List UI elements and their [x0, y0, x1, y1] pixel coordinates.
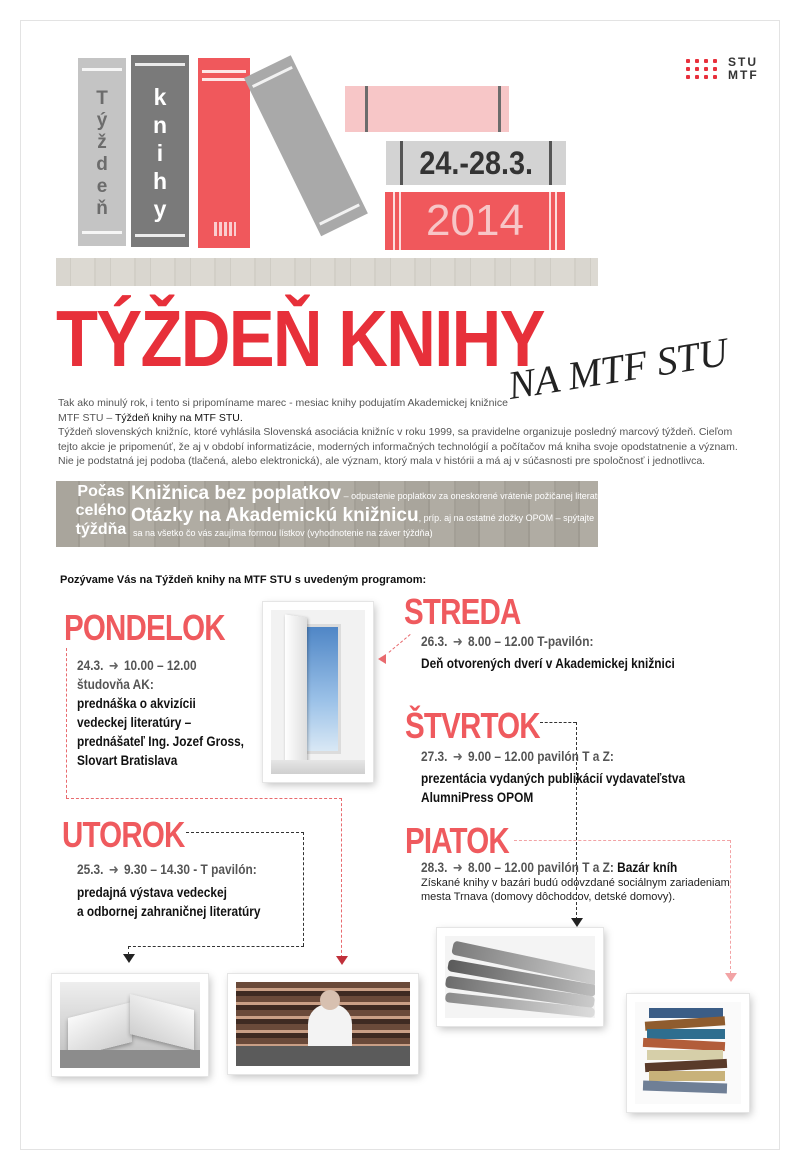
- photo-lecture-hall: [228, 974, 418, 1074]
- date-range-book: [386, 141, 566, 185]
- day-heading-thursday: ŠTVRTOK: [405, 705, 540, 746]
- promo-item-1: Knižnica bez poplatkov – odpustenie poplatkov za oneskorené vrátenie požičanej literatúry: [131, 483, 610, 504]
- connector-tuesday-v: [303, 832, 304, 946]
- logo-dots-icon: [686, 59, 722, 79]
- connector-thursday-h: [540, 722, 576, 723]
- photo-open-book: [52, 974, 208, 1076]
- connector-tuesday-v2: [128, 946, 129, 955]
- friday-note: Získané knihy v bazári budú odovzdané sociálnym zariadeniam mesta Trnava (domovy dôchodcov, detské domovy).: [421, 877, 730, 903]
- connector-tuesday-h2: [128, 946, 304, 947]
- book-spine-knihy: k n i h y: [131, 55, 189, 247]
- connector-monday-v: [341, 798, 342, 958]
- wooden-shelf: [56, 258, 598, 286]
- promo-side-label: Počas celého týždňa: [75, 483, 127, 538]
- promo-banner: [56, 481, 610, 547]
- photo-open-door: [263, 602, 373, 782]
- year-book: [385, 192, 565, 250]
- pin-icon: ➜: [452, 749, 463, 764]
- promo-item-2-desc: sa na všetko čo vás zaujíma formou lístkov (vyhodnotenie na záver týždňa): [133, 528, 433, 538]
- arrow-down-icon: [725, 973, 737, 982]
- pin-icon: ➜: [108, 862, 119, 877]
- photo-magazines: [437, 928, 603, 1026]
- book-spine-red: [198, 58, 250, 248]
- intro-text: [58, 396, 738, 469]
- intro-line2: MTF STU – Týždeň knihy na MTF STU.: [58, 411, 243, 424]
- promo-item-2: Otázky na Akademickú knižnicu, príp. aj na ostatné zložky OPOM – spýtajte: [131, 505, 595, 526]
- invite-text: Pozývame Vás na Týždeň knihy na MTF STU s uvedeným programom:: [60, 574, 427, 586]
- day-heading-wednesday: STREDA: [404, 591, 521, 632]
- pin-icon: ➜: [452, 860, 463, 875]
- event-thursday: 27.3. ➜ 9.00 – 12.00 pavilón T a Z: prezentácia vydaných publikácií vydavateľstva AlumniPress OPOM: [421, 749, 686, 805]
- date-range: 24.-28.3.: [419, 144, 533, 181]
- photo-book-stack: [627, 994, 749, 1112]
- book-spine-tyzden: T ý ž d e ň: [78, 58, 126, 246]
- event-monday: 24.3. ➜ 10.00 – 12.00 študovňa AK: prednáška o akvizícii vedeckej literatúry – prednášateľ Ing. Jozef Gross, Slovart Bratislava: [77, 658, 244, 768]
- arrow-left-icon: [378, 654, 386, 664]
- day-heading-friday: PIATOK: [405, 820, 509, 861]
- year: 2014: [426, 196, 524, 245]
- arrow-down-icon: [571, 918, 583, 927]
- book-horizontal-pink: [345, 86, 509, 132]
- connector-friday-v: [730, 840, 731, 974]
- subtitle: NA MTF STU: [504, 328, 731, 409]
- event-tuesday: 25.3. ➜ 9.30 – 14.30 - T pavilón: predajná výstava vedeckej a odbornej zahraničnej literatúry: [77, 862, 261, 919]
- connector-monday: [66, 648, 67, 798]
- connector-monday-h: [66, 798, 342, 799]
- event-wednesday: 26.3. ➜ 8.00 – 12.00 T-pavilón: Deň otvorených dverí v Akademickej knižnici: [421, 634, 675, 671]
- arrow-down-icon: [123, 954, 135, 963]
- event-friday: 28.3. ➜ 8.00 – 12.00 pavilón T a Z: Bazár kníh: [421, 860, 678, 875]
- pin-icon: ➜: [108, 658, 119, 673]
- day-heading-tuesday: UTOROK: [62, 814, 185, 855]
- intro-line1: Tak ako minulý rok, i tento si pripomíname marec - mesiac knihy podujatím Akademickej knižnice: [58, 397, 508, 409]
- connector-tuesday-h: [186, 832, 304, 833]
- intro-paragraph: Týždeň slovenských knižníc, ktoré vyhlásila Slovenská asociácia knižníc v roku 1999, sa pravidelne organizuje posledný marcový týždeň. Cieľom tejto akcie je pripomenúť, že aj v období informatizácie, moderných informačných technológií a počítačov má kniha svoje opodstatnenie a význam. Nie je podstatná jej podoba (tlačená, alebo elektronická), ale význam, ktorý mala v histórii a má aj v súčasnosti pre spoločnosť i jednotlivca.: [58, 426, 738, 467]
- stu-mtf-logo: [686, 56, 759, 82]
- main-title: TÝŽDEŇ KNIHY: [56, 294, 544, 383]
- pin-icon: ➜: [452, 634, 463, 649]
- logo-text: STU MTF: [728, 55, 759, 82]
- connector-friday-h: [514, 840, 730, 841]
- day-heading-monday: PONDELOK: [64, 607, 225, 648]
- arrow-down-icon: [336, 956, 348, 965]
